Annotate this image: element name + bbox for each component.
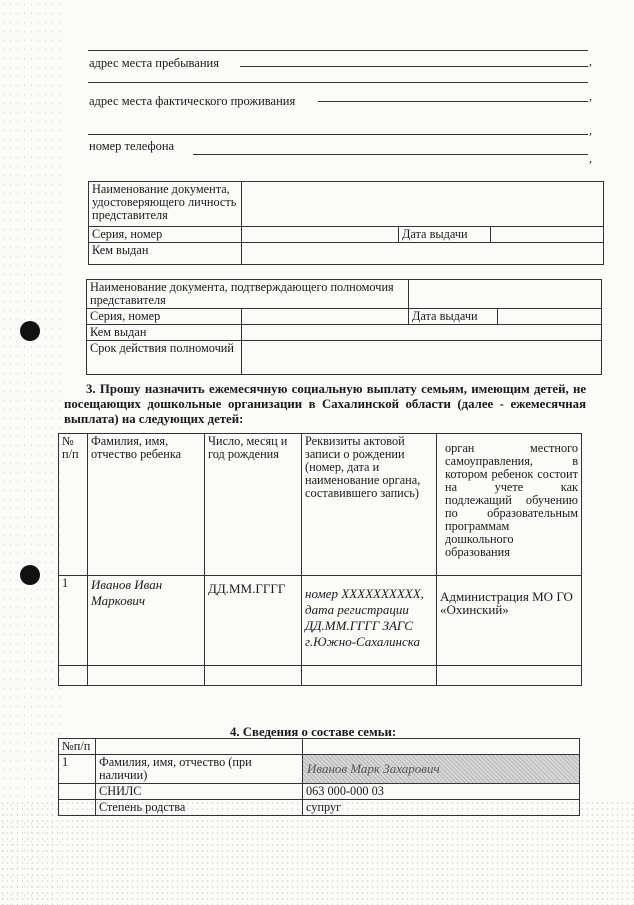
- rep-authority-name-field[interactable]: [409, 280, 602, 309]
- family-relation-value[interactable]: супруг: [303, 800, 580, 816]
- rep-identity-date-field[interactable]: [491, 227, 604, 243]
- rep-authority-series-field[interactable]: [242, 309, 409, 325]
- comma: ,: [589, 123, 592, 137]
- rep-authority-issued-field[interactable]: [242, 325, 602, 341]
- family-table: [58, 738, 580, 816]
- rep-authority-table: [86, 279, 602, 375]
- family-fio-cell[interactable]: [303, 755, 580, 784]
- section4-title: 4. Сведения о составе семьи:: [230, 725, 397, 739]
- children-header-num: № п/п: [59, 434, 88, 576]
- phone-field[interactable]: [193, 154, 588, 155]
- rep-authority-series-label: Серия, номер: [87, 309, 242, 325]
- family-snils-label: СНИЛС: [96, 784, 303, 800]
- stay-address-field-2[interactable]: [88, 82, 588, 83]
- child-record[interactable]: номер XXXXXXXXXX, дата регистрации ДД.ММ.ГГГГ ЗАГС г.Южно-Сахалинска: [302, 576, 437, 666]
- child-authority[interactable]: Администрация МО ГО «Охинский»: [437, 576, 582, 666]
- rep-identity-series-field[interactable]: [242, 227, 399, 243]
- child-birth[interactable]: ДД.ММ.ГГГГ: [205, 576, 302, 666]
- scan-noise-left: [0, 0, 60, 905]
- family-header-num: №п/п: [59, 739, 96, 755]
- stay-address-label: адрес места пребывания: [89, 56, 219, 70]
- family-fio-value: Иванов Марк Захарович: [303, 755, 579, 783]
- children-header-name: Фамилия, имя, отчество ребенка: [88, 434, 205, 576]
- rep-authority-date-field[interactable]: [498, 309, 602, 325]
- rep-identity-series-label: Серия, номер: [89, 227, 242, 243]
- rep-identity-issued-label: Кем выдан: [89, 243, 242, 265]
- rep-authority-issued-label: Кем выдан: [87, 325, 242, 341]
- children-header-birth: Число, месяц и год рождения: [205, 434, 302, 576]
- child-name[interactable]: Иванов Иван Маркович: [88, 576, 205, 666]
- family-row-num: [59, 800, 96, 816]
- rep-identity-date-label: Дата выдачи: [399, 227, 491, 243]
- family-header-label: [96, 739, 303, 755]
- empty-cell[interactable]: [302, 666, 437, 686]
- actual-address-field[interactable]: [318, 101, 588, 102]
- rep-identity-table: [88, 181, 604, 265]
- children-table: [58, 433, 582, 686]
- family-header-value: [303, 739, 580, 755]
- actual-address-field-2[interactable]: [88, 134, 588, 135]
- family-snils-value[interactable]: 063 000-000 03: [303, 784, 580, 800]
- phone-label: номер телефона: [89, 139, 175, 153]
- address-line-top: [88, 50, 588, 51]
- comma: ,: [589, 89, 592, 103]
- family-relation-label: Степень родства: [96, 800, 303, 816]
- child-num: 1: [59, 576, 88, 666]
- empty-cell[interactable]: [88, 666, 205, 686]
- actual-address-label: адрес места фактического проживания: [89, 94, 296, 108]
- rep-identity-name-field[interactable]: [242, 182, 604, 227]
- rep-authority-validity-field[interactable]: [242, 341, 602, 375]
- stay-address-field[interactable]: [240, 66, 588, 67]
- punch-hole-bottom: [20, 565, 40, 585]
- rep-authority-date-label: Дата выдачи: [409, 309, 498, 325]
- punch-hole-top: [20, 321, 40, 341]
- rep-authority-name-label: Наименование документа, подтверждающего полномочия представителя: [87, 280, 409, 309]
- family-fio-label: Фамилия, имя, отчество (при наличии): [96, 755, 303, 784]
- children-header-authority: орган местного самоуправления, в котором ребенок состоит на учете как подлежащий обучению по образовательным программам дошкольного образования: [437, 434, 582, 576]
- family-row-num: 1: [59, 755, 96, 784]
- rep-authority-validity-label: Срок действия полномочий: [87, 341, 242, 375]
- empty-cell[interactable]: [59, 666, 88, 686]
- rep-identity-issued-field[interactable]: [242, 243, 604, 265]
- comma: ,: [589, 151, 592, 165]
- rep-identity-name-label: Наименование документа, удостоверяющего личность представителя: [89, 182, 242, 227]
- comma: ,: [589, 54, 592, 68]
- family-row-num: [59, 784, 96, 800]
- empty-cell[interactable]: [437, 666, 582, 686]
- children-header-record: Реквизиты актовой записи о рождении (номер, дата и наименование органа, составившего запись): [302, 434, 437, 576]
- empty-cell[interactable]: [205, 666, 302, 686]
- section3-text: 3. Прошу назначить ежемесячную социальную выплату семьям, имеющим детей, не посещающих дошкольные организации в Сахалинской области (далее - ежемесячная выплата) на следующих детей:: [64, 382, 586, 426]
